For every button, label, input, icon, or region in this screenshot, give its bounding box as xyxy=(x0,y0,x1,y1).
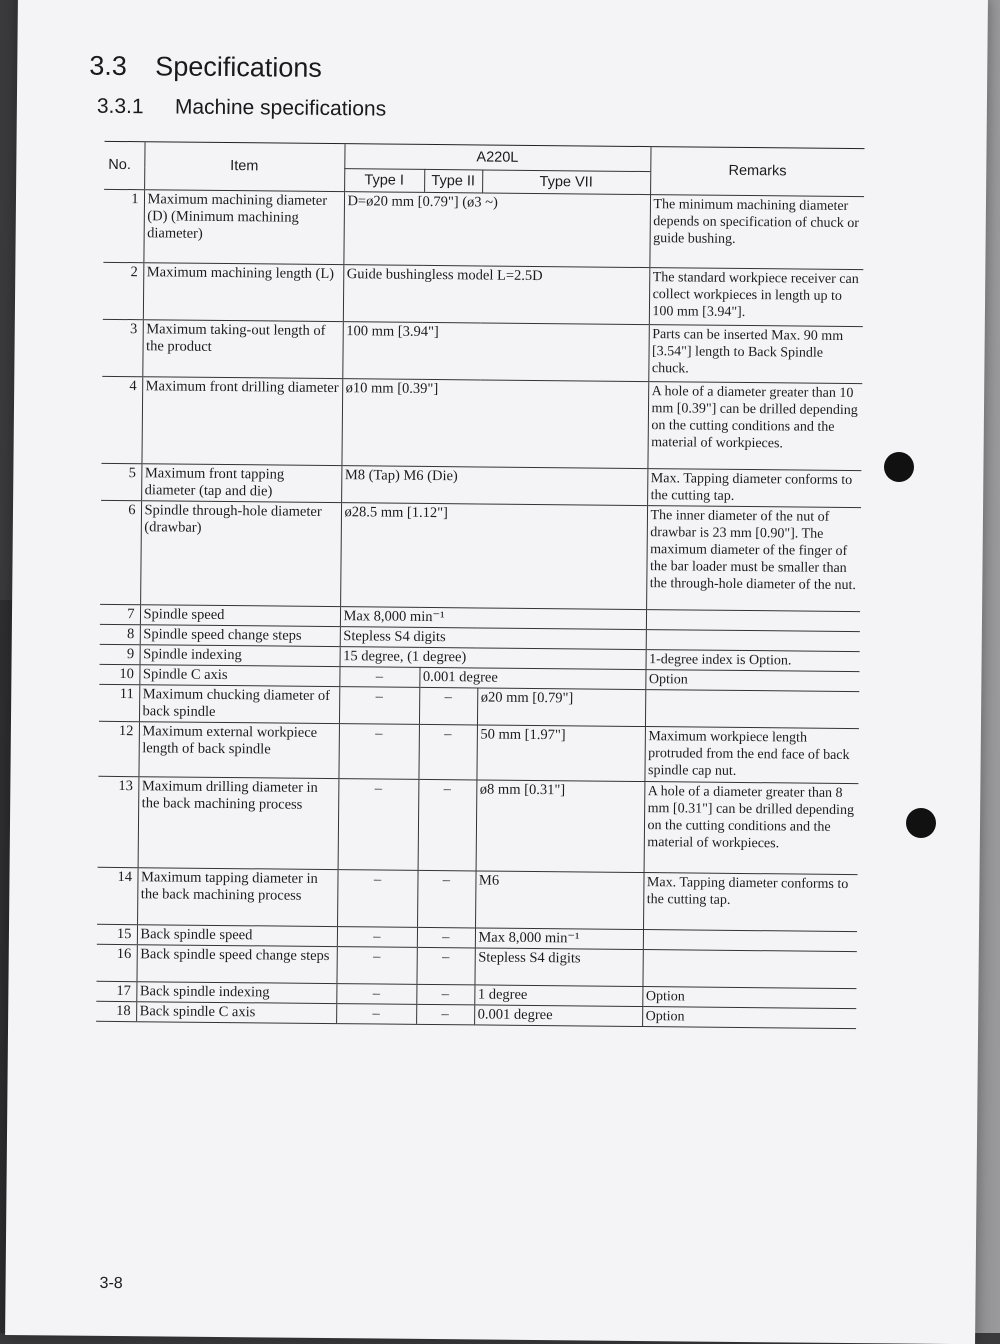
row-value: ø28.5 mm [1.12"] xyxy=(340,503,647,610)
row-type7: ø20 mm [0.79"] xyxy=(477,688,645,727)
row-item: Maximum drilling diameter in the back machining process xyxy=(138,777,339,870)
row-type2: – xyxy=(418,724,477,780)
row-no: 7 xyxy=(100,604,140,624)
section-title: Specifications xyxy=(155,51,323,83)
row-item: Spindle speed change steps xyxy=(140,625,340,647)
row-type2: – xyxy=(417,870,476,928)
row-no: 2 xyxy=(103,262,144,319)
row-no: 3 xyxy=(102,319,143,376)
row-item: Maximum front tapping diameter (tap and die) xyxy=(141,464,341,503)
row-value: M8 (Tap) M6 (Die) xyxy=(341,466,647,506)
subsection-heading xyxy=(97,95,386,122)
row-remarks: Max. Tapping diameter conforms to the cutting tap. xyxy=(643,873,858,932)
row-item: Spindle indexing xyxy=(140,645,340,667)
row-remarks xyxy=(642,950,856,989)
row-type2: – xyxy=(419,687,477,725)
row-no: 6 xyxy=(100,500,141,604)
punch-hole xyxy=(906,808,936,838)
header-no: No. xyxy=(104,141,144,189)
section-heading xyxy=(89,51,322,84)
row-type1: – xyxy=(337,927,417,948)
row-item: Maximum front drilling diameter xyxy=(141,377,342,466)
row-no: 5 xyxy=(101,463,141,500)
row-type7: M6 xyxy=(475,871,644,930)
row-item: Spindle through-hole diameter (drawbar) xyxy=(140,501,341,607)
row-no: 10 xyxy=(99,664,139,684)
table-row xyxy=(100,500,861,611)
row-value: Stepless S4 digits xyxy=(340,627,646,650)
row-type7: Stepless S4 digits xyxy=(474,948,642,987)
row-type7: 1 degree xyxy=(474,985,642,1007)
row-remarks: Option xyxy=(642,987,856,1009)
table-row xyxy=(103,262,864,326)
subsection-title: Machine specifications xyxy=(174,95,387,121)
row-no: 9 xyxy=(100,644,140,664)
table-row xyxy=(98,721,858,783)
row-remarks: Option xyxy=(645,670,859,692)
row-remarks xyxy=(646,630,860,652)
header-type7: Type VII xyxy=(482,170,650,195)
header-item: Item xyxy=(144,142,344,192)
row-remarks: Option xyxy=(642,1007,856,1029)
row-item: Spindle C axis xyxy=(139,665,339,687)
row-type2: – xyxy=(416,984,474,1005)
row-value: Guide bushingless model L=2.5D xyxy=(343,265,650,325)
section-number: 3.3 xyxy=(89,50,127,82)
row-item: Maximum chucking diameter of back spindle xyxy=(139,685,339,724)
row-type2-type7: 0.001 degree xyxy=(419,667,645,689)
row-type2: – xyxy=(416,947,474,985)
row-no: 13 xyxy=(98,776,139,867)
row-type1: – xyxy=(338,724,419,780)
page-number: 3-8 xyxy=(99,1274,123,1293)
row-type1: – xyxy=(336,984,416,1005)
row-no: 11 xyxy=(99,684,139,721)
row-remarks xyxy=(645,690,859,729)
table-row xyxy=(97,867,858,931)
row-remarks: Parts can be inserted Max. 90 mm [3.54"] length to Back Spindle chuck. xyxy=(648,325,863,384)
row-type7: 0.001 degree xyxy=(474,1005,642,1027)
header-type1: Type I xyxy=(344,169,424,193)
row-type7: ø8 mm [0.31"] xyxy=(476,780,645,873)
subsection-number: 3.3.1 xyxy=(96,94,144,119)
row-value: 100 mm [3.94"] xyxy=(342,322,649,382)
row-type2: – xyxy=(418,779,477,871)
punch-hole xyxy=(884,452,914,482)
row-type1: – xyxy=(336,1004,416,1025)
table-row xyxy=(98,776,859,874)
row-value: Max 8,000 min⁻¹ xyxy=(340,607,646,630)
row-no: 8 xyxy=(100,624,140,644)
table-row xyxy=(102,319,863,383)
header-type2: Type II xyxy=(424,169,482,193)
row-no: 15 xyxy=(97,924,137,944)
row-value: D=ø20 mm [0.79"] (ø3 ~) xyxy=(343,192,650,268)
row-item: Back spindle indexing xyxy=(136,982,336,1004)
row-type7: Max 8,000 min⁻¹ xyxy=(475,928,643,950)
table-row xyxy=(101,376,862,470)
row-remarks: The minimum machining diameter depends on specification of chuck or guide bushing. xyxy=(649,195,864,270)
row-no: 12 xyxy=(98,721,139,776)
row-no: 17 xyxy=(96,981,136,1001)
document-page xyxy=(5,0,988,1344)
row-remarks: Max. Tapping diameter conforms to the cutting tap. xyxy=(647,469,861,508)
row-remarks xyxy=(643,930,857,952)
row-item: Maximum taking-out length of the product xyxy=(142,320,343,379)
row-remarks: The standard workpiece receiver can collect workpieces in length up to 100 mm [3.94"]. xyxy=(649,268,864,327)
specifications-table xyxy=(96,141,864,1029)
header-remarks: Remarks xyxy=(650,147,864,197)
row-no: 16 xyxy=(96,944,136,981)
row-remarks: A hole of a diameter greater than 8 mm [0.31"] can be drilled depending on the cutting conditions and the material of workpieces. xyxy=(644,782,859,875)
row-value: 15 degree, (1 degree) xyxy=(340,647,646,670)
row-no: 4 xyxy=(101,376,142,463)
row-type2: – xyxy=(417,927,475,948)
row-item: Spindle speed xyxy=(140,605,340,627)
row-type1: – xyxy=(338,779,419,871)
row-type1: – xyxy=(336,947,416,985)
row-remarks xyxy=(646,610,860,632)
row-remarks: A hole of a diameter greater than 10 mm [0.39"] can be drilled depending on the cutting conditions and the material of workpieces. xyxy=(647,382,862,471)
row-item: Maximum machining length (L) xyxy=(143,263,344,322)
header-row xyxy=(104,141,864,173)
row-remarks: Maximum workpiece length protruded from the end face of back spindle cap nut. xyxy=(644,727,859,784)
row-no: 14 xyxy=(97,867,138,924)
row-type7: 50 mm [1.97"] xyxy=(476,725,645,782)
row-item: Back spindle speed change steps xyxy=(136,945,336,984)
row-type2: – xyxy=(416,1004,474,1025)
row-item: Maximum external workpiece length of back spindle xyxy=(138,722,339,779)
row-type1: – xyxy=(339,687,419,725)
row-remarks: 1-degree index is Option. xyxy=(646,650,860,672)
row-no: 18 xyxy=(96,1001,136,1021)
row-type1: – xyxy=(337,870,418,928)
table-row xyxy=(103,189,864,269)
row-item: Back spindle C axis xyxy=(136,1002,336,1024)
row-item: Back spindle speed xyxy=(137,925,337,947)
header-model: A220L xyxy=(344,144,650,172)
row-no: 1 xyxy=(103,189,144,262)
row-type1: – xyxy=(339,667,419,688)
row-item: Maximum machining diameter (D) (Minimum machining diameter) xyxy=(143,190,344,265)
row-item: Maximum tapping diameter in the back machining process xyxy=(137,868,338,927)
row-remarks: The inner diameter of the nut of drawbar is 23 mm [0.90"]. The maximum diameter of the finger of the bar loader must be smaller than the through-hole diameter of the nut. xyxy=(646,506,861,612)
row-value: ø10 mm [0.39"] xyxy=(341,379,648,469)
